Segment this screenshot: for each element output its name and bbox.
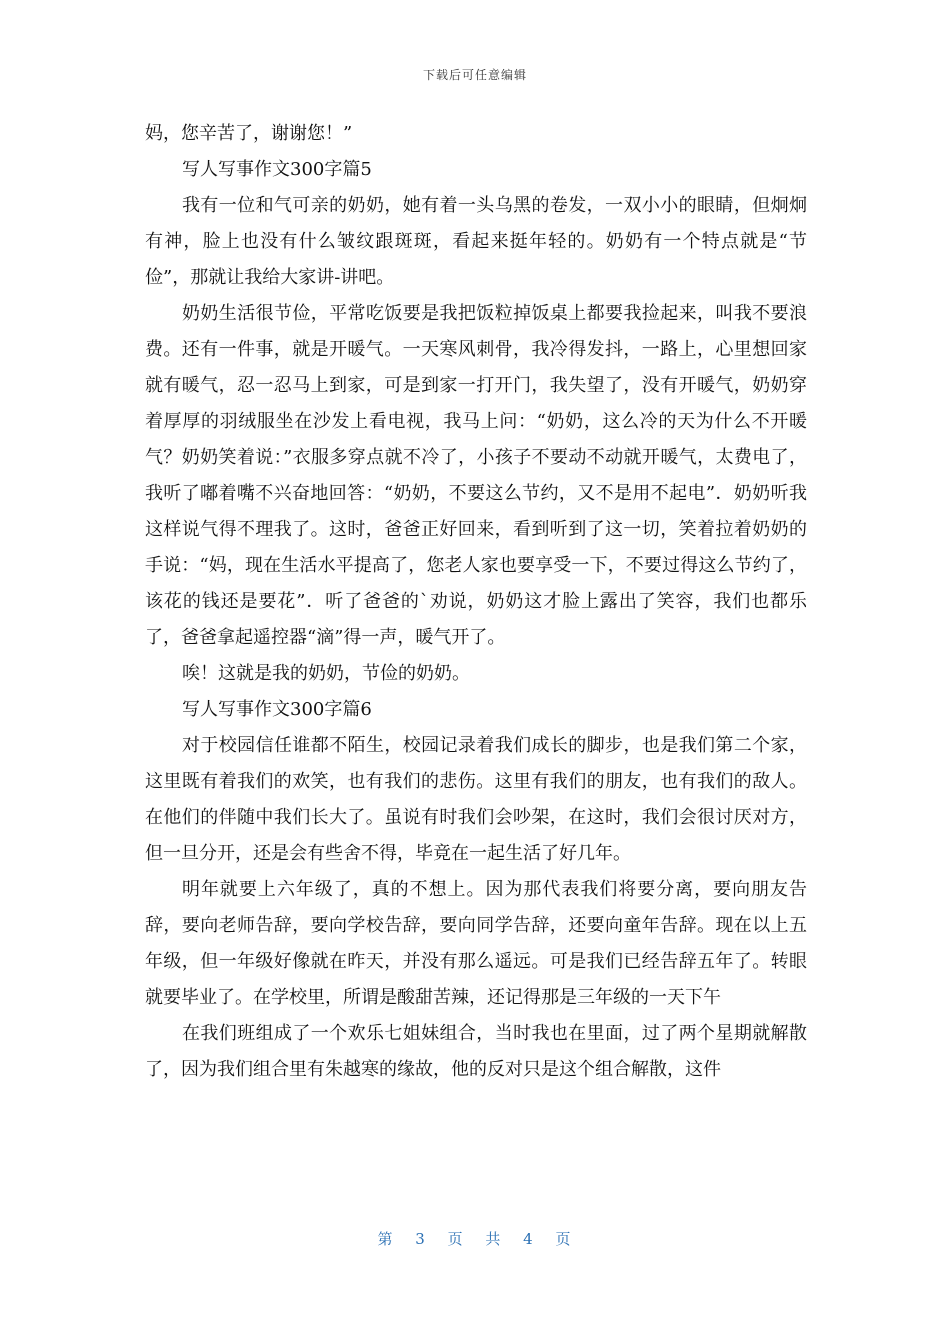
document-body (145, 116, 807, 1088)
paragraph: 唉！这就是我的奶奶，节俭的奶奶。 (182, 663, 470, 684)
paragraph: 对于校园信任谁都不陌生，校园记录着我们成长的脚步，也是我们第二个家，这里既有着我们的欢笑，也有我们的悲伤。这里有我们的朋友，也有我们的敌人。在他们的伴随中我们长大了。虽说有时我们会吵架，在这时，我们会很讨厌对方，但一旦分开，还是会有些舍不得，毕竟在一起生活了好几年。 (145, 735, 807, 864)
section-heading: 写人写事作文300字篇6 (182, 699, 372, 720)
paragraph: 明年就要上六年级了，真的不想上。因为那代表我们将要分离，要向朋友告辞，要向老师告辞，要向学校告辞，要向同学告辞，还要向童年告辞。现在以上五年级，但一年级好像就在昨天，并没有那么遥远。可是我们已经告辞五年了。转眼就要毕业了。在学校里，所谓是酸甜苦辣，还记得那是三年级的一天下午 (145, 879, 807, 1008)
paragraph: 在我们班组成了一个欢乐七姐妹组合，当时我也在里面，过了两个星期就解散了，因为我们组合里有朱越寒的缘故，他的反对只是这个组合解散，这件 (145, 1023, 807, 1080)
page-number: 第 3 页 共 4 页 (377, 1230, 573, 1248)
header-note: 下载后可任意编辑 (422, 68, 527, 82)
paragraph: 奶奶生活很节俭，平常吃饭要是我把饭粒掉饭桌上都要我捡起来，叫我不要浪费。还有一件事，就是开暖气。一天寒风刺骨，我冷得发抖，一路上，心里想回家就有暖气，忍一忍马上到家，可是到家一打开门，我失望了，没有开暖气，奶奶穿着厚厚的羽绒服坐在沙发上看电视，我马上问：“奶奶，这么冷的天为什么不开暖气？奶奶笑着说：”衣服多穿点就不冷了，小孩子不要动不动就开暖气，太费电了，我听了嘟着嘴不兴奋地回答：“奶奶，不要这么节约，又不是用不起电”．奶奶听我这样说气得不理我了。这时，爸爸正好回来，看到听到了这一切，笑着拉着奶奶的手说：“妈，现在生活水平提高了，您老人家也要享受一下，不要过得这么节约了，该花的钱还是要花”．听了爸爸的`劝说，奶奶这才脸上露出了笑容，我们也都乐了，爸爸拿起遥控器“滴”得一声，暖气开了。 (145, 303, 807, 648)
paragraph: 我有一位和气可亲的奶奶，她有着一头乌黑的卷发，一双小小的眼睛，但炯炯有神，脸上也没有什么皱纹跟斑斑，看起来挺年轻的。奶奶有一个特点就是“节俭”，那就让我给大家讲-讲吧。 (145, 195, 807, 288)
paragraph: 妈，您辛苦了，谢谢您！” (145, 123, 353, 144)
section-heading: 写人写事作文300字篇5 (182, 159, 372, 180)
